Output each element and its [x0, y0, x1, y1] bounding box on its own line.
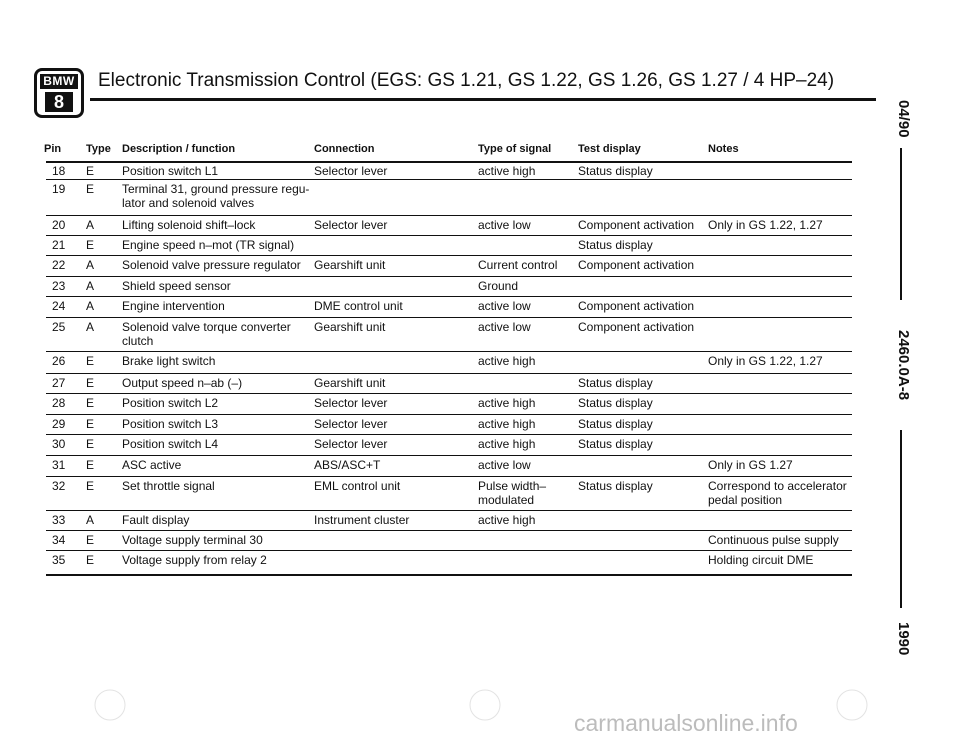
cell-pin: 29 — [52, 417, 66, 431]
cell-connection: Instrument cluster — [314, 513, 410, 527]
cell-notes: Continuous pulse supply — [708, 533, 839, 547]
cell-description: Shield speed sensor — [122, 279, 231, 293]
cell-connection: Gearshift unit — [314, 258, 386, 272]
cell-type: E — [86, 553, 95, 567]
logo-brand: BMW — [40, 74, 78, 89]
cell-type: A — [86, 218, 95, 232]
cell-signal: active high — [478, 354, 536, 368]
cell-description: Set throttle signal — [122, 479, 215, 493]
cell-description: Voltage supply terminal 30 — [122, 533, 263, 547]
cell-description: Solenoid valve torque converter clutch — [122, 320, 291, 348]
cell-test-display: Component activation — [578, 218, 695, 232]
cell-pin: 21 — [52, 238, 66, 252]
cell-type: A — [86, 320, 95, 334]
cell-description: Brake light switch — [122, 354, 216, 368]
punch-hole-right — [837, 690, 867, 720]
cell-description: Engine speed n–mot (TR signal) — [122, 238, 295, 252]
cell-connection: EML control unit — [314, 479, 401, 493]
cell-type: A — [86, 279, 95, 293]
cell-type: E — [86, 417, 95, 431]
cell-description: Position switch L1 — [122, 164, 219, 178]
cell-connection: Selector lever — [314, 396, 388, 410]
cell-type: E — [86, 354, 95, 368]
side-document-code: 2460.0A-8 — [895, 330, 912, 401]
cell-signal: Current control — [478, 258, 558, 272]
cell-description: Position switch L4 — [122, 437, 219, 451]
logo-series-number: 8 — [45, 92, 73, 112]
cell-test-display: Status display — [578, 437, 653, 451]
cell-pin: 35 — [52, 553, 66, 567]
cell-signal: Pulse width– modulated — [478, 479, 547, 507]
cell-type: E — [86, 376, 95, 390]
column-header-signal: Type of signal — [478, 143, 552, 155]
cell-test-display: Component activation — [578, 258, 695, 272]
column-header-description: Description / function — [122, 143, 236, 155]
cell-pin: 34 — [52, 533, 66, 547]
cell-pin: 28 — [52, 396, 66, 410]
cell-test-display: Status display — [578, 417, 653, 431]
cell-connection: Gearshift unit — [314, 376, 386, 390]
cell-description: Output speed n–ab (–) — [122, 376, 243, 390]
column-header-test-display: Test display — [578, 143, 641, 155]
cell-pin: 27 — [52, 376, 66, 390]
cell-type: E — [86, 164, 95, 178]
cell-type: E — [86, 533, 95, 547]
cell-connection: Selector lever — [314, 164, 388, 178]
cell-notes: Only in GS 1.27 — [708, 458, 793, 472]
cell-description: Position switch L2 — [122, 396, 219, 410]
cell-test-display: Status display — [578, 396, 653, 410]
cell-description: Solenoid valve pressure regulator — [122, 258, 301, 272]
cell-connection: Selector lever — [314, 417, 388, 431]
cell-test-display: Component activation — [578, 320, 695, 334]
cell-pin: 26 — [52, 354, 66, 368]
cell-signal: active low — [478, 320, 531, 334]
cell-type: E — [86, 182, 95, 196]
page-title: Electronic Transmission Control (EGS: GS 1.21, GS 1.22, GS 1.26, GS 1.27 / 4 HP–24) — [98, 70, 835, 91]
cell-type: A — [86, 513, 95, 527]
cell-pin: 31 — [52, 458, 66, 472]
cell-signal: active high — [478, 396, 536, 410]
cell-test-display: Status display — [578, 479, 653, 493]
cell-connection: ABS/ASC+T — [314, 458, 381, 472]
cell-notes: Holding circuit DME — [708, 553, 814, 567]
cell-signal: active high — [478, 164, 536, 178]
punch-hole-center — [470, 690, 500, 720]
cell-notes: Correspond to accelerator pedal position — [708, 479, 847, 507]
cell-pin: 33 — [52, 513, 66, 527]
cell-connection: DME control unit — [314, 299, 403, 313]
cell-pin: 18 — [52, 164, 66, 178]
cell-description: Engine intervention — [122, 299, 225, 313]
side-year: 1990 — [895, 622, 912, 656]
cell-pin: 25 — [52, 320, 66, 334]
cell-description: Position switch L3 — [122, 417, 219, 431]
cell-connection: Selector lever — [314, 218, 388, 232]
column-header-notes: Notes — [708, 143, 739, 155]
cell-pin: 19 — [52, 182, 66, 196]
cell-pin: 22 — [52, 258, 66, 272]
column-header-type: Type — [86, 143, 111, 155]
cell-pin: 24 — [52, 299, 66, 313]
cell-signal: active low — [478, 218, 531, 232]
punch-hole-left — [95, 690, 125, 720]
cell-pin: 30 — [52, 437, 66, 451]
cell-test-display: Status display — [578, 164, 653, 178]
cell-test-display: Status display — [578, 376, 653, 390]
cell-signal: active low — [478, 458, 531, 472]
cell-type: A — [86, 299, 95, 313]
cell-type: E — [86, 238, 95, 252]
cell-notes: Only in GS 1.22, 1.27 — [708, 354, 823, 368]
cell-signal: Ground — [478, 279, 519, 293]
cell-connection: Gearshift unit — [314, 320, 386, 334]
watermark: carmanualsonline.info — [574, 710, 798, 736]
side-date: 04/90 — [895, 100, 912, 138]
cell-connection: Selector lever — [314, 437, 388, 451]
cell-description: ASC active — [122, 458, 182, 472]
cell-signal: active high — [478, 417, 536, 431]
cell-notes: Only in GS 1.22, 1.27 — [708, 218, 823, 232]
cell-description: Voltage supply from relay 2 — [122, 553, 267, 567]
cell-pin: 20 — [52, 218, 66, 232]
cell-pin: 32 — [52, 479, 66, 493]
cell-description: Fault display — [122, 513, 190, 527]
cell-pin: 23 — [52, 279, 66, 293]
cell-signal: active high — [478, 437, 536, 451]
cell-signal: active low — [478, 299, 531, 313]
column-header-connection: Connection — [314, 143, 375, 155]
cell-description: Terminal 31, ground pressure regu- lator and solenoid valves — [122, 182, 310, 210]
cell-description: Lifting solenoid shift–lock — [122, 218, 256, 232]
cell-test-display: Component activation — [578, 299, 695, 313]
cell-type: E — [86, 437, 95, 451]
cell-signal: active high — [478, 513, 536, 527]
column-header-pin: Pin — [44, 143, 62, 155]
cell-type: E — [86, 458, 95, 472]
cell-test-display: Status display — [578, 238, 653, 252]
cell-type: A — [86, 258, 95, 272]
cell-type: E — [86, 479, 95, 493]
cell-type: E — [86, 396, 95, 410]
